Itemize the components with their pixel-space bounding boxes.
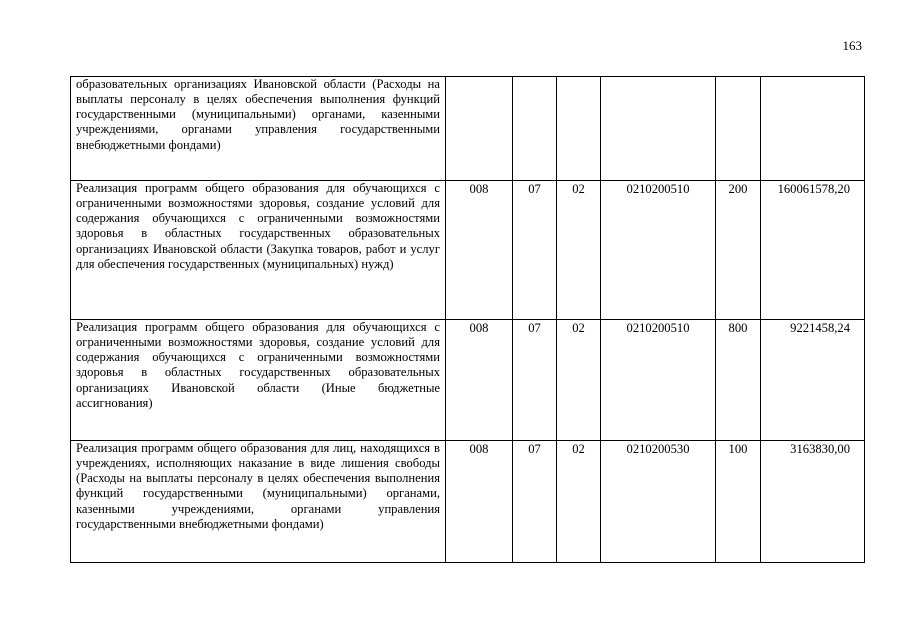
- row-subsection-code: 02: [557, 320, 601, 441]
- table-row: [71, 181, 865, 320]
- page-number: 163: [842, 38, 862, 53]
- row-ministry-code: 008: [446, 441, 513, 563]
- row-description: Реализация программ общего образования для обучающихся с ограниченными возможностями здоровья, создание условий для содержания обучающихся с ограниченными возможностями здоровья в областных государственных образовательных организациях Ивановской области (Закупка товаров, работ и услуг для обеспечения государственных (муниципальных) нужд): [71, 181, 446, 320]
- row-description: Реализация программ общего образования для лиц, находящихся в учреждениях, исполняющих наказание в виде лишения свободы (Расходы на выплаты персоналу в целях обеспечения выполнения функций государственными (муниципальными) органами, казенными учреждениями, органами управления государственными внебюджетными фондами): [71, 441, 446, 563]
- row-target-article: [601, 77, 716, 181]
- row-amount: [761, 77, 865, 181]
- table-row: [71, 77, 865, 181]
- row-section-code: 07: [513, 181, 557, 320]
- table-row: [71, 320, 865, 441]
- row-expense-type: 200: [716, 181, 761, 320]
- row-section-code: 07: [513, 441, 557, 563]
- row-description: образовательных организациях Ивановской области (Расходы на выплаты персоналу в целях обеспечения выполнения функций государственными (муниципальными) органами, казенными учреждениями, органами управления государственными внебюджетными фондами): [71, 77, 446, 181]
- row-ministry-code: 008: [446, 181, 513, 320]
- row-expense-type: 100: [716, 441, 761, 563]
- row-subsection-code: 02: [557, 181, 601, 320]
- row-expense-type: [716, 77, 761, 181]
- row-subsection-code: 02: [557, 441, 601, 563]
- row-section-code: [513, 77, 557, 181]
- row-target-article: 0210200510: [601, 181, 716, 320]
- row-target-article: 0210200530: [601, 441, 716, 563]
- row-target-article: 0210200510: [601, 320, 716, 441]
- row-section-code: 07: [513, 320, 557, 441]
- row-expense-type: 800: [716, 320, 761, 441]
- budget-table: [70, 76, 865, 563]
- row-ministry-code: 008: [446, 320, 513, 441]
- row-description: Реализация программ общего образования для обучающихся с ограниченными возможностями здоровья, создание условий для содержания обучающихся с ограниченными возможностями здоровья в областных государственных образовательных организациях Ивановской области (Иные бюджетные ассигнования): [71, 320, 446, 441]
- row-amount: 9221458,24: [761, 320, 865, 441]
- row-amount: 3163830,00: [761, 441, 865, 563]
- row-subsection-code: [557, 77, 601, 181]
- table-row: [71, 441, 865, 563]
- row-ministry-code: [446, 77, 513, 181]
- row-amount: 160061578,20: [761, 181, 865, 320]
